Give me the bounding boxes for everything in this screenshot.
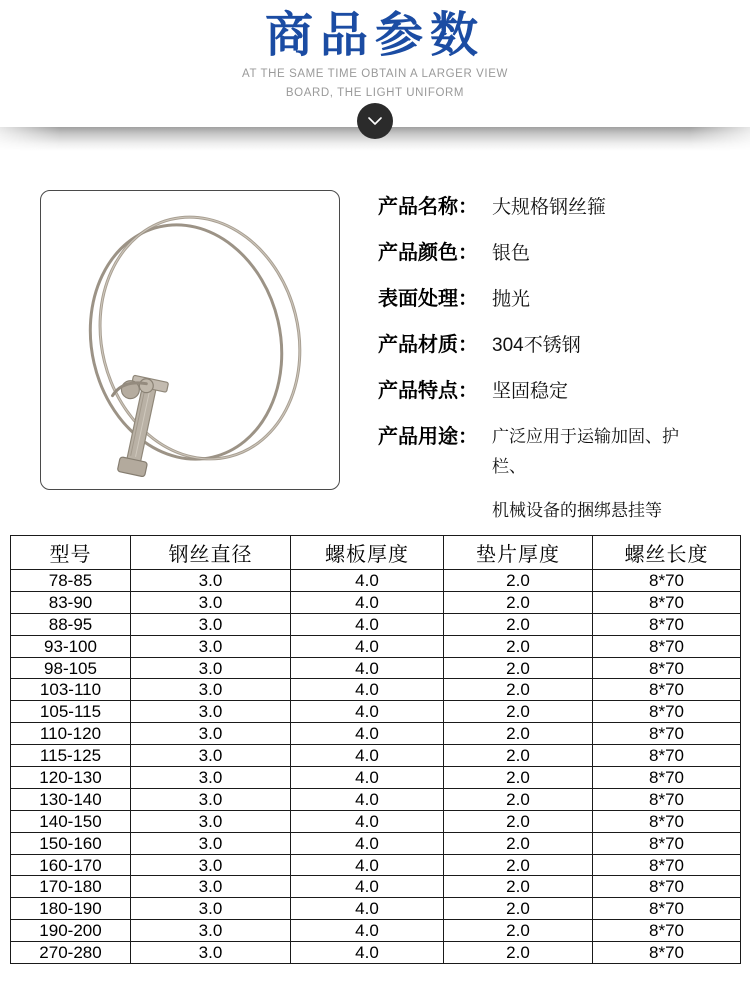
table-row bbox=[11, 788, 741, 810]
column-header: 螺丝长度 bbox=[593, 536, 741, 570]
table-cell: 2.0 bbox=[444, 920, 593, 942]
table-cell: 2.0 bbox=[444, 854, 593, 876]
table-cell: 4.0 bbox=[291, 635, 444, 657]
table-cell: 4.0 bbox=[291, 832, 444, 854]
table-row bbox=[11, 570, 741, 592]
table-row bbox=[11, 723, 741, 745]
table-cell: 2.0 bbox=[444, 635, 593, 657]
table-cell: 98-105 bbox=[11, 657, 131, 679]
table-cell: 4.0 bbox=[291, 679, 444, 701]
table-row bbox=[11, 591, 741, 613]
spec-table bbox=[10, 535, 741, 964]
table-cell: 8*70 bbox=[593, 570, 741, 592]
table-cell: 2.0 bbox=[444, 679, 593, 701]
table-cell: 8*70 bbox=[593, 745, 741, 767]
table-cell: 3.0 bbox=[131, 679, 291, 701]
table-cell: 8*70 bbox=[593, 657, 741, 679]
table-cell: 150-160 bbox=[11, 832, 131, 854]
table-row bbox=[11, 876, 741, 898]
table-cell: 3.0 bbox=[131, 745, 291, 767]
table-cell: 8*70 bbox=[593, 832, 741, 854]
table-cell: 2.0 bbox=[444, 591, 593, 613]
table-cell: 88-95 bbox=[11, 613, 131, 635]
spec-value-line2: 机械设备的捆绑悬挂等 bbox=[492, 501, 662, 520]
table-row bbox=[11, 810, 741, 832]
table-cell: 4.0 bbox=[291, 898, 444, 920]
spec-row-2 bbox=[378, 284, 708, 315]
table-cell: 8*70 bbox=[593, 591, 741, 613]
table-cell: 4.0 bbox=[291, 876, 444, 898]
table-cell: 8*70 bbox=[593, 767, 741, 789]
table-cell: 3.0 bbox=[131, 591, 291, 613]
table-cell: 3.0 bbox=[131, 832, 291, 854]
table-cell: 4.0 bbox=[291, 570, 444, 592]
spec-value: 抛光 bbox=[492, 289, 531, 310]
subtitle-line1: AT THE SAME TIME OBTAIN A LARGER VIEW bbox=[242, 68, 508, 80]
table-cell: 2.0 bbox=[444, 810, 593, 832]
table-cell: 2.0 bbox=[444, 613, 593, 635]
table-cell: 3.0 bbox=[131, 767, 291, 789]
table-cell: 3.0 bbox=[131, 613, 291, 635]
table-row bbox=[11, 920, 741, 942]
table-cell: 83-90 bbox=[11, 591, 131, 613]
product-section bbox=[40, 190, 710, 520]
spec-row-1 bbox=[378, 238, 708, 269]
table-cell: 3.0 bbox=[131, 788, 291, 810]
table-cell: 3.0 bbox=[131, 570, 291, 592]
table-row bbox=[11, 657, 741, 679]
table-cell: 3.0 bbox=[131, 876, 291, 898]
table-cell: 8*70 bbox=[593, 723, 741, 745]
spec-value: 大规格钢丝箍 bbox=[492, 197, 607, 218]
table-cell: 3.0 bbox=[131, 854, 291, 876]
table-cell: 2.0 bbox=[444, 876, 593, 898]
column-header: 型号 bbox=[11, 536, 131, 570]
column-header: 钢丝直径 bbox=[131, 536, 291, 570]
spec-row-5 bbox=[378, 422, 708, 526]
table-cell: 2.0 bbox=[444, 832, 593, 854]
table-cell: 3.0 bbox=[131, 810, 291, 832]
table-cell: 160-170 bbox=[11, 854, 131, 876]
spec-label: 产品名称： bbox=[378, 196, 478, 218]
spec-label: 产品用途： bbox=[378, 426, 478, 448]
spec-value: 广泛应用于运输加固、护栏、 机械设备的捆绑悬挂等 bbox=[492, 422, 708, 526]
table-cell: 120-130 bbox=[11, 767, 131, 789]
table-cell: 180-190 bbox=[11, 898, 131, 920]
table-cell: 3.0 bbox=[131, 723, 291, 745]
table-row bbox=[11, 679, 741, 701]
table-cell: 8*70 bbox=[593, 613, 741, 635]
column-header: 垫片厚度 bbox=[444, 536, 593, 570]
table-cell: 78-85 bbox=[11, 570, 131, 592]
table-cell: 8*70 bbox=[593, 942, 741, 964]
table-cell: 93-100 bbox=[11, 635, 131, 657]
table-cell: 2.0 bbox=[444, 723, 593, 745]
spec-value: 304不锈钢 bbox=[492, 335, 581, 356]
table-cell: 8*70 bbox=[593, 854, 741, 876]
wire-clamp-illustration bbox=[41, 191, 339, 489]
table-cell: 2.0 bbox=[444, 657, 593, 679]
chevron-down-icon bbox=[364, 110, 386, 132]
table-cell: 4.0 bbox=[291, 854, 444, 876]
table-cell: 8*70 bbox=[593, 810, 741, 832]
table-cell: 4.0 bbox=[291, 810, 444, 832]
table-cell: 4.0 bbox=[291, 591, 444, 613]
table-header-row bbox=[11, 536, 741, 570]
column-header: 螺板厚度 bbox=[291, 536, 444, 570]
product-image bbox=[40, 190, 340, 490]
table-cell: 105-115 bbox=[11, 701, 131, 723]
table-row bbox=[11, 832, 741, 854]
subtitle-line2: BOARD, THE LIGHT UNIFORM bbox=[285, 87, 465, 99]
table-row bbox=[11, 942, 741, 964]
table-cell: 8*70 bbox=[593, 679, 741, 701]
table-cell: 2.0 bbox=[444, 570, 593, 592]
table-row bbox=[11, 613, 741, 635]
table-cell: 3.0 bbox=[131, 942, 291, 964]
product-spec-list bbox=[378, 190, 708, 520]
table-row bbox=[11, 854, 741, 876]
table-cell: 4.0 bbox=[291, 767, 444, 789]
table-cell: 2.0 bbox=[444, 942, 593, 964]
spec-row-4 bbox=[378, 376, 708, 407]
spec-label: 产品颜色： bbox=[378, 242, 478, 264]
table-cell: 4.0 bbox=[291, 920, 444, 942]
table-cell: 8*70 bbox=[593, 898, 741, 920]
table-cell: 4.0 bbox=[291, 788, 444, 810]
spec-label: 表面处理： bbox=[378, 288, 478, 310]
table-cell: 8*70 bbox=[593, 876, 741, 898]
scroll-down-button[interactable] bbox=[357, 103, 393, 139]
spec-row-3 bbox=[378, 330, 708, 361]
spec-value: 银色 bbox=[492, 243, 531, 264]
table-cell: 3.0 bbox=[131, 920, 291, 942]
table-cell: 2.0 bbox=[444, 701, 593, 723]
table-row bbox=[11, 745, 741, 767]
table-cell: 2.0 bbox=[444, 898, 593, 920]
table-cell: 2.0 bbox=[444, 788, 593, 810]
table-cell: 8*70 bbox=[593, 701, 741, 723]
table-cell: 4.0 bbox=[291, 701, 444, 723]
table-cell: 4.0 bbox=[291, 942, 444, 964]
table-cell: 4.0 bbox=[291, 745, 444, 767]
spec-row-0 bbox=[378, 192, 708, 223]
table-cell: 140-150 bbox=[11, 810, 131, 832]
table-row bbox=[11, 635, 741, 657]
spec-value: 坚固稳定 bbox=[492, 381, 569, 402]
spec-label: 产品特点： bbox=[378, 380, 478, 402]
table-cell: 130-140 bbox=[11, 788, 131, 810]
table-cell: 8*70 bbox=[593, 635, 741, 657]
table-row bbox=[11, 701, 741, 723]
table-cell: 3.0 bbox=[131, 657, 291, 679]
table-cell: 3.0 bbox=[131, 898, 291, 920]
table-row bbox=[11, 767, 741, 789]
table-row bbox=[11, 898, 741, 920]
table-cell: 170-180 bbox=[11, 876, 131, 898]
table-cell: 8*70 bbox=[593, 788, 741, 810]
table-cell: 2.0 bbox=[444, 745, 593, 767]
table-cell: 3.0 bbox=[131, 635, 291, 657]
table-cell: 110-120 bbox=[11, 723, 131, 745]
table-cell: 115-125 bbox=[11, 745, 131, 767]
table-cell: 3.0 bbox=[131, 701, 291, 723]
table-cell: 4.0 bbox=[291, 657, 444, 679]
table-cell: 190-200 bbox=[11, 920, 131, 942]
table-cell: 4.0 bbox=[291, 723, 444, 745]
table-cell: 103-110 bbox=[11, 679, 131, 701]
table-cell: 2.0 bbox=[444, 767, 593, 789]
table-cell: 8*70 bbox=[593, 920, 741, 942]
page-title: 商品参数 bbox=[264, 9, 485, 62]
table-cell: 270-280 bbox=[11, 942, 131, 964]
spec-label: 产品材质： bbox=[378, 334, 478, 356]
table-cell: 4.0 bbox=[291, 613, 444, 635]
